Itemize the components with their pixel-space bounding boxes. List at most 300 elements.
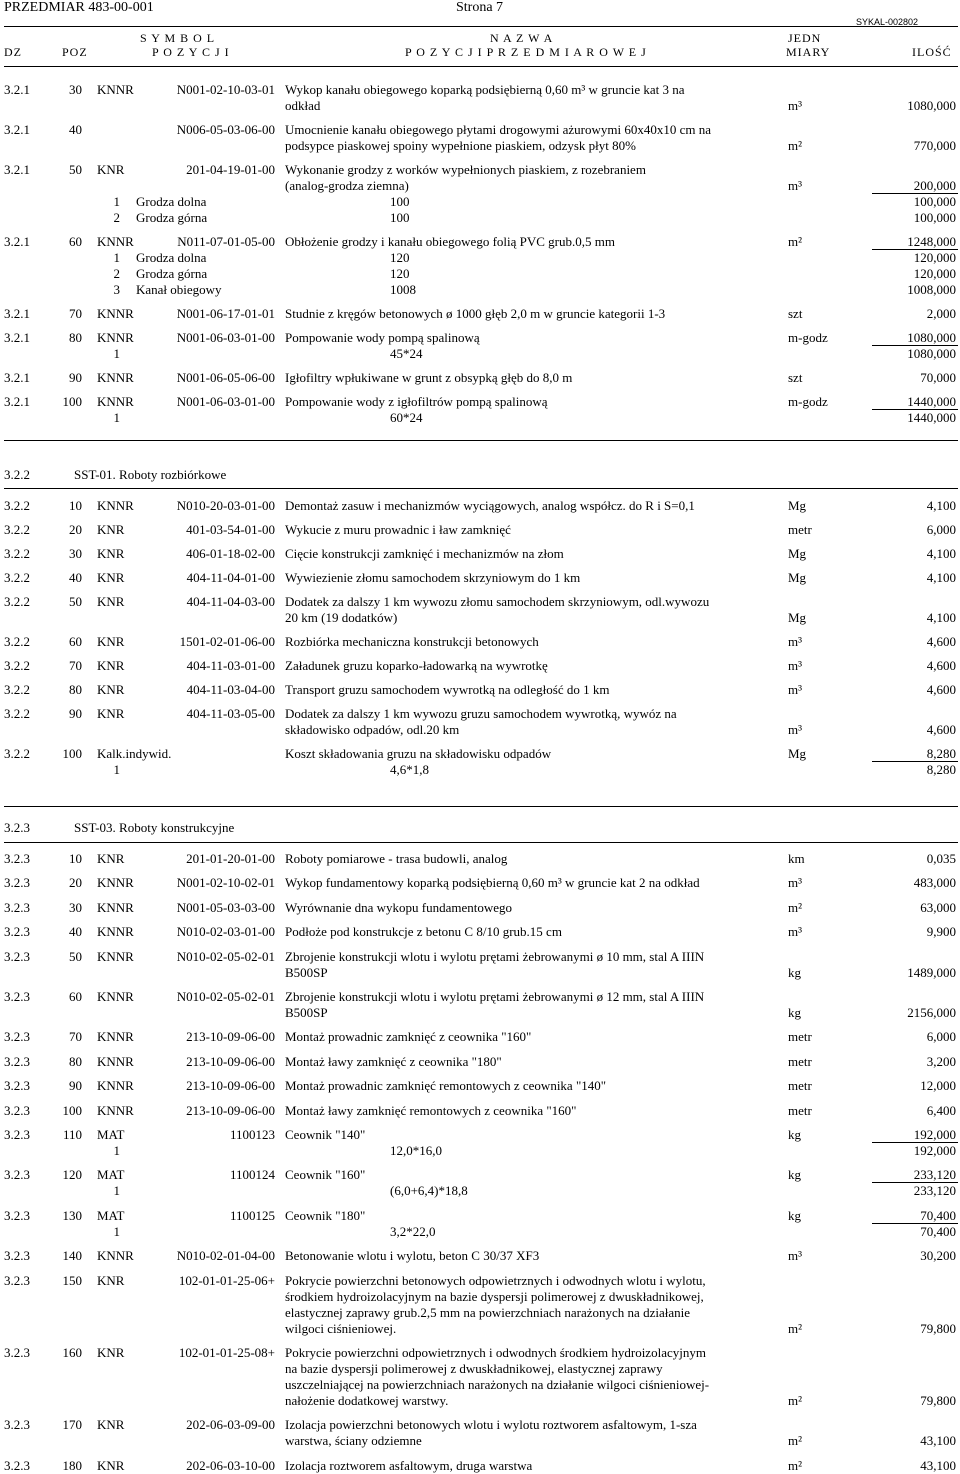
row-code: N010-02-05-02-01	[176, 948, 275, 964]
subitem-value: 120,000	[913, 250, 956, 265]
subitem-expression: 120	[390, 250, 410, 265]
row-position: 90	[69, 706, 82, 721]
row-code: 404-11-04-03-00	[186, 594, 275, 609]
row-section: 3.2.2	[4, 634, 30, 649]
row-position: 50	[69, 594, 82, 609]
row-unit: m³	[788, 924, 803, 940]
row-quantity: 3,200	[926, 1053, 956, 1069]
row-unit: kg	[788, 1167, 801, 1183]
row-source: KNNR	[97, 1102, 134, 1118]
row-code: 404-11-03-01-00	[186, 658, 275, 673]
section-divider	[4, 806, 958, 807]
subitem-expression: 120	[390, 266, 410, 281]
subitem-value: 1440,000	[907, 410, 956, 425]
row-section: 3.2.2	[4, 746, 30, 761]
row-unit: m²	[788, 1457, 803, 1473]
subitem-value: 192,000	[913, 1143, 956, 1158]
row-section: 3.2.3	[4, 1248, 30, 1264]
row-code: 213-10-09-06-00	[186, 1053, 275, 1069]
row-source: KNNR	[97, 1248, 134, 1264]
row-position: 70	[69, 1029, 82, 1045]
subitem-expression: (6,0+6,4)*18,8	[390, 1183, 468, 1199]
row-section: 3.2.3	[4, 1167, 30, 1183]
row-position: 40	[69, 924, 82, 940]
row-quantity: 4,600	[926, 634, 956, 649]
document-title: PRZEDMIAR 483-00-001	[4, 0, 154, 15]
row-unit: Mg	[788, 610, 807, 625]
row-source: KNNR	[97, 306, 134, 321]
row-position: 40	[69, 570, 82, 585]
row-unit: kg	[788, 964, 801, 980]
row-description: odkład	[285, 98, 321, 113]
row-code: 406-01-18-02-00	[186, 546, 275, 561]
col-nazwa-line1: N A Z W A	[490, 31, 554, 45]
row-description: nałożenie dodatkowej warstwy.	[285, 1393, 449, 1408]
row-description: Montaż ławy zamknięć z ceownika "180"	[285, 1053, 502, 1069]
subitem-value: 1008,000	[907, 282, 956, 297]
row-code: N010-20-03-01-00	[176, 498, 275, 513]
row-source: KNNR	[97, 1078, 134, 1094]
row-description: Demontaż zasuw i mechanizmów wyciągowych, analog współcz. do R i S=0,1	[285, 498, 695, 513]
row-section: 3.2.1	[4, 306, 30, 321]
row-quantity: 1489,000	[907, 964, 956, 980]
row-section: 3.2.3	[4, 1417, 30, 1433]
subitem-expression: 1008	[390, 282, 416, 297]
row-code: N001-02-10-02-01	[176, 875, 275, 891]
section-divider	[4, 842, 958, 843]
col-ilosc: ILOŚĆ	[912, 45, 952, 59]
row-source: KNNR	[97, 394, 134, 409]
row-unit: Mg	[788, 498, 807, 513]
row-description: Wykop kanału obiegowego koparką podsiębierną 0,60 m³ w gruncie kat 3 na	[285, 82, 685, 97]
row-unit: metr	[788, 1029, 812, 1045]
row-description: Pompowanie wody z igłofiltrów pompą spalinową	[285, 394, 548, 409]
row-code: 213-10-09-06-00	[186, 1078, 275, 1094]
subitem-value: 1080,000	[907, 346, 956, 361]
row-description: Transport gruzu samochodem wywrotką na odległość do 1 km	[285, 682, 610, 697]
row-code: 202-06-03-10-00	[186, 1457, 275, 1473]
row-section: 3.2.3	[4, 1207, 30, 1223]
row-source: KNNR	[97, 82, 134, 97]
row-section: 3.2.3	[4, 948, 30, 964]
subitem-expression: 45*24	[390, 346, 423, 361]
row-description: Wywiezienie złomu samochodem skrzyniowym do 1 km	[285, 570, 581, 585]
row-quantity: 4,600	[926, 658, 956, 673]
row-unit: m³	[788, 634, 803, 649]
row-quantity: 4,100	[926, 498, 956, 513]
row-description: Podłoże pod konstrukcje z betonu C 8/10 grub.15 cm	[285, 924, 562, 940]
row-quantity: 233,120	[913, 1167, 956, 1183]
row-section: 3.2.3	[4, 1127, 30, 1142]
row-quantity: 6,000	[926, 522, 956, 537]
row-code: 1100124	[229, 1167, 275, 1183]
row-unit: szt	[788, 370, 803, 385]
row-position: 100	[62, 394, 82, 409]
row-position: 180	[62, 1457, 82, 1473]
col-poz: POZ	[62, 45, 88, 59]
row-description: Dodatek za dalszy 1 km wywozu gruzu samochodem wywrotką, wywóz na	[285, 706, 677, 721]
row-quantity: 6,400	[926, 1102, 956, 1118]
row-code: 404-11-04-01-00	[186, 570, 275, 585]
row-section: 3.2.3	[4, 1345, 30, 1360]
row-code: 213-10-09-06-00	[186, 1029, 275, 1045]
row-source: KNR	[97, 706, 125, 721]
row-unit: kg	[788, 1127, 801, 1142]
row-position: 130	[62, 1207, 82, 1223]
row-quantity: 6,000	[926, 1029, 956, 1045]
subitem-expression: 4,6*1,8	[390, 762, 429, 777]
row-section: 3.2.3	[4, 1029, 30, 1045]
row-description: Montaż ławy zamknięć remontowych z ceownika "160"	[285, 1102, 577, 1118]
subitem-number: 1	[113, 1183, 120, 1199]
row-source: KNR	[97, 1457, 125, 1473]
row-unit: m-godz	[788, 330, 828, 345]
row-unit: szt	[788, 306, 803, 321]
row-quantity: 79,800	[920, 1320, 956, 1336]
subitem-value: 233,120	[913, 1183, 956, 1199]
row-unit: m³	[788, 658, 803, 673]
row-description: Roboty pomiarowe - trasa budowli, analog	[285, 851, 508, 866]
row-unit: metr	[788, 1053, 812, 1069]
row-quantity: 9,900	[926, 924, 956, 940]
row-quantity: 4,100	[926, 546, 956, 561]
row-description: Zbrojenie konstrukcji wlotu i wylotu prętami żebrowanymi ø 10 mm, stal A IIIN	[285, 948, 705, 964]
row-section: 3.2.3	[4, 1078, 30, 1094]
row-description: Rozbiórka mechaniczna konstrukcji betonowych	[285, 634, 539, 649]
row-source: KNR	[97, 1272, 125, 1288]
row-description: Izolacja roztworem asfaltowym, druga warstwa	[285, 1457, 533, 1473]
row-position: 60	[69, 989, 82, 1004]
row-source: KNR	[97, 522, 125, 537]
row-code: 102-01-01-25-06+	[178, 1272, 275, 1288]
row-quantity: 192,000	[913, 1127, 956, 1142]
row-source: KNNR	[97, 498, 134, 513]
row-source: KNR	[97, 634, 125, 649]
row-source: KNR	[97, 546, 125, 561]
row-unit: metr	[788, 1102, 812, 1118]
row-description: Pokrycie powierzchni odpowietrznych i odwodnych środkiem hydroizolacyjnym	[285, 1345, 706, 1360]
row-quantity: 2156,000	[907, 1005, 956, 1020]
row-code: N001-06-05-06-00	[176, 370, 275, 385]
subitem-value: 70,400	[920, 1223, 956, 1239]
page-number: Strona 7	[456, 0, 504, 15]
subitem-name: Kanał obiegowy	[136, 282, 222, 297]
subitem-expression: 100	[390, 210, 410, 225]
row-description: Umocnienie kanału obiegowego płytami drogowymi ażurowymi 60x40x10 cm na	[285, 122, 712, 137]
section-divider	[4, 440, 958, 441]
row-position: 160	[62, 1345, 82, 1360]
row-source: KNNR	[97, 330, 134, 345]
row-code: N011-07-01-05-00	[177, 234, 275, 249]
row-source: MAT	[97, 1207, 125, 1223]
row-description: składowisko odpadów, odl.20 km	[285, 722, 460, 737]
subitem-number: 2	[113, 210, 120, 225]
row-section: 3.2.3	[4, 989, 30, 1004]
header-bottom-divider	[4, 66, 958, 67]
row-description: Pompowanie wody pompą spalinową	[285, 330, 480, 345]
row-position: 110	[62, 1127, 82, 1142]
row-position: 80	[69, 1053, 82, 1069]
row-description: Załadunek gruzu koparko-ładowarką na wywrotkę	[285, 658, 548, 673]
row-code: N001-06-03-01-00	[176, 330, 275, 345]
row-position: 70	[69, 306, 82, 321]
subitem-value: 100,000	[913, 210, 956, 225]
row-unit: m²	[788, 1433, 803, 1449]
row-source: KNNR	[97, 989, 134, 1004]
row-position: 20	[69, 875, 82, 891]
row-code: 404-11-03-04-00	[186, 682, 275, 697]
row-quantity: 12,000	[920, 1078, 956, 1094]
subitem-expression: 100	[390, 194, 410, 209]
subitem-number: 1	[113, 1223, 120, 1239]
row-description: wilgoci ciśnieniowej.	[285, 1320, 397, 1336]
subitem-number: 1	[113, 1143, 120, 1158]
row-section: 3.2.1	[4, 162, 30, 177]
row-section: 3.2.2	[4, 682, 30, 697]
row-quantity: 2,000	[926, 306, 956, 321]
row-description: (analog-grodza ziemna)	[285, 178, 409, 193]
row-unit: m³	[788, 722, 803, 737]
row-source: KNR	[97, 1417, 125, 1433]
row-quantity: 1440,000	[907, 394, 956, 409]
row-code: 201-04-19-01-00	[186, 162, 275, 177]
row-unit: Mg	[788, 546, 807, 561]
row-quantity: 770,000	[913, 138, 956, 153]
row-quantity: 79,800	[920, 1393, 956, 1408]
col-jedn-line1: JEDN	[788, 31, 822, 45]
row-quantity: 200,000	[913, 178, 956, 193]
row-description: elastycznej zaprawy grub.2,5 mm na powierzchniach narażonych na działanie	[285, 1304, 690, 1320]
row-quantity: 30,200	[920, 1248, 956, 1264]
document-code: SYKAL-002802	[856, 17, 919, 27]
row-section: 3.2.1	[4, 370, 30, 385]
row-quantity: 8,280	[926, 746, 956, 761]
row-description: Obłożenie grodzy i kanału obiegowego folią PVC grub.0,5 mm	[285, 234, 615, 249]
row-description: Wykucie z muru prowadnic i ław zamknięć	[285, 522, 511, 537]
col-symbol-line2: P O Z Y C J I	[152, 45, 230, 59]
row-section: 3.2.1	[4, 82, 30, 97]
col-dz: DZ	[4, 45, 22, 59]
subitem-expression: 3,2*22,0	[390, 1223, 436, 1239]
row-source: KNR	[97, 851, 125, 866]
section-number: 3.2.2	[4, 467, 30, 482]
row-description: Ceownik "140"	[285, 1127, 366, 1142]
row-unit: metr	[788, 522, 812, 537]
row-unit: m³	[788, 682, 803, 697]
row-code: 102-01-01-25-08+	[178, 1345, 275, 1360]
row-quantity: 63,000	[920, 899, 956, 915]
row-quantity: 43,100	[920, 1433, 956, 1449]
row-code: N001-06-03-01-00	[176, 394, 275, 409]
row-unit: km	[788, 851, 805, 866]
row-position: 60	[69, 634, 82, 649]
row-section: 3.2.3	[4, 851, 30, 866]
row-unit: kg	[788, 1207, 801, 1223]
row-source: KNNR	[97, 924, 134, 940]
row-section: 3.2.2	[4, 522, 30, 537]
row-description: uszczelniającej na powierzchniach narażonych na działanie wilgoci ciśnieniowej-	[285, 1377, 710, 1392]
subitem-number: 2	[113, 266, 120, 281]
row-position: 90	[69, 1078, 82, 1094]
subitem-name: Grodza górna	[136, 210, 208, 225]
row-position: 100	[62, 746, 82, 761]
col-symbol-line1: S Y M B O L	[140, 31, 216, 45]
row-unit: kg	[788, 1005, 801, 1020]
row-position: 80	[69, 330, 82, 345]
row-code: 401-03-54-01-00	[186, 522, 275, 537]
row-position: 170	[62, 1417, 82, 1433]
row-code: N010-02-05-02-01	[176, 989, 275, 1004]
subitem-value: 8,280	[926, 762, 956, 777]
row-position: 10	[69, 851, 82, 866]
row-position: 50	[69, 948, 82, 964]
row-source: KNNR	[97, 1053, 134, 1069]
row-position: 90	[69, 370, 82, 385]
row-unit: m²	[788, 234, 803, 249]
row-quantity: 4,600	[926, 722, 956, 737]
row-quantity: 70,000	[920, 370, 956, 385]
row-section: 3.2.3	[4, 1102, 30, 1118]
row-source: Kalk.indywid.	[97, 746, 172, 761]
row-section: 3.2.3	[4, 1053, 30, 1069]
row-unit: m³	[788, 98, 803, 113]
row-unit: m-godz	[788, 394, 828, 409]
row-unit: metr	[788, 1078, 812, 1094]
row-description: B500SP	[285, 964, 328, 980]
subitem-number: 1	[113, 762, 120, 777]
row-quantity: 0,035	[926, 851, 956, 866]
row-section: 3.2.2	[4, 658, 30, 673]
row-unit: m²	[788, 1393, 803, 1408]
row-quantity: 70,400	[920, 1207, 956, 1223]
row-description: Igłofiltry wpłukiwane w grunt z obsypką głęb do 8,0 m	[285, 370, 573, 385]
row-description: warstwa, ściany odziemne	[285, 1433, 422, 1449]
row-code: N010-02-01-04-00	[176, 1248, 275, 1264]
row-unit: m²	[788, 899, 803, 915]
row-description: Izolacja powierzchni betonowych wlotu i wylotu roztworem asfaltowym, 1-sza	[285, 1417, 697, 1433]
row-position: 150	[62, 1272, 82, 1288]
subitem-name: Grodza górna	[136, 266, 208, 281]
row-section: 3.2.1	[4, 330, 30, 345]
row-code: 1100125	[229, 1207, 275, 1223]
row-code: 213-10-09-06-00	[186, 1102, 275, 1118]
row-unit: m²	[788, 138, 803, 153]
row-quantity: 4,600	[926, 682, 956, 697]
subitem-number: 1	[113, 410, 120, 425]
subitem-name: Grodza dolna	[136, 194, 207, 209]
row-source: MAT	[97, 1167, 125, 1183]
subitem-number: 1	[113, 250, 120, 265]
row-section: 3.2.2	[4, 546, 30, 561]
row-section: 3.2.2	[4, 570, 30, 585]
row-quantity: 1080,000	[907, 98, 956, 113]
row-code: N010-02-03-01-00	[176, 924, 275, 940]
row-unit: m³	[788, 178, 803, 193]
row-unit: m³	[788, 1248, 803, 1264]
row-description: Cięcie konstrukcji zamknięć i mechanizmów na złom	[285, 546, 564, 561]
row-source: KNNR	[97, 234, 134, 249]
subitem-number: 1	[113, 346, 120, 361]
row-description: B500SP	[285, 1005, 328, 1020]
row-quantity: 43,100	[920, 1457, 956, 1473]
row-code: 1501-02-01-06-00	[179, 634, 275, 649]
row-section: 3.2.2	[4, 594, 30, 609]
row-position: 30	[69, 82, 82, 97]
row-source: KNR	[97, 1345, 125, 1360]
row-source: KNR	[97, 682, 125, 697]
row-description: Montaż prowadnic zamknięć remontowych z ceownika "140"	[285, 1078, 607, 1094]
row-description: Koszt składowania gruzu na składowisku odpadów	[285, 746, 552, 761]
row-description: Ceownik "180"	[285, 1207, 366, 1223]
row-section: 3.2.3	[4, 875, 30, 891]
row-code: 1100123	[229, 1127, 275, 1142]
row-description: Montaż prowadnic zamknięć z ceownika "160"	[285, 1029, 532, 1045]
row-description: Pokrycie powierzchni betonowych odpowietrznych i odwodnych wlotu i wylotu,	[285, 1272, 706, 1288]
row-position: 100	[62, 1102, 82, 1118]
col-jedn-line2: MIARY	[786, 45, 831, 59]
section-title: SST-03. Roboty konstrukcyjne	[74, 820, 235, 835]
row-description: podsypce piaskowej spoiny wypełnione piaskiem, odzysk płyt 80%	[285, 138, 636, 153]
row-section: 3.2.3	[4, 924, 30, 940]
row-description: środkiem hydroizolacyjnym na bazie dyspersji polimerowej z dwuskładnikowej,	[285, 1288, 704, 1304]
row-section: 3.2.2	[4, 706, 30, 721]
row-code: N001-02-10-03-01	[176, 82, 275, 97]
row-section: 3.2.1	[4, 122, 30, 137]
row-source: KNR	[97, 658, 125, 673]
row-section: 3.2.3	[4, 1272, 30, 1288]
row-position: 10	[69, 498, 82, 513]
row-quantity: 4,100	[926, 610, 956, 625]
subitem-expression: 12,0*16,0	[390, 1143, 442, 1158]
row-source: KNNR	[97, 899, 134, 915]
row-description: Zbrojenie konstrukcji wlotu i wylotu prętami żebrowanymi ø 12 mm, stal A IIIN	[285, 989, 705, 1004]
row-description: Studnie z kręgów betonowych ø 1000 głęb 2,0 m w gruncie kategorii 1-3	[285, 306, 666, 321]
row-source: KNNR	[97, 948, 134, 964]
row-source: KNR	[97, 594, 125, 609]
row-section: 3.2.3	[4, 1457, 30, 1473]
row-quantity: 1248,000	[907, 234, 956, 249]
row-quantity: 483,000	[913, 875, 956, 891]
row-section: 3.2.2	[4, 498, 30, 513]
row-position: 50	[69, 162, 82, 177]
row-unit: Mg	[788, 746, 807, 761]
row-code: N006-05-03-06-00	[176, 122, 275, 137]
row-code: N001-06-17-01-01	[176, 306, 275, 321]
row-description: 20 km (19 dodatków)	[285, 610, 398, 625]
section-title: SST-01. Roboty rozbiórkowe	[74, 467, 227, 482]
row-section: 3.2.1	[4, 234, 30, 249]
row-position: 60	[69, 234, 82, 249]
row-unit: m³	[788, 875, 803, 891]
header-divider	[4, 26, 958, 27]
section-number: 3.2.3	[4, 820, 30, 835]
row-position: 40	[69, 122, 82, 137]
row-code: N001-05-03-03-00	[176, 899, 275, 915]
row-source: MAT	[97, 1127, 125, 1142]
row-code: 201-01-20-01-00	[186, 851, 275, 866]
row-quantity: 1080,000	[907, 330, 956, 345]
row-position: 70	[69, 658, 82, 673]
row-source: KNR	[97, 162, 125, 177]
row-source: KNNR	[97, 370, 134, 385]
row-position: 80	[69, 682, 82, 697]
row-source: KNNR	[97, 1029, 134, 1045]
section-divider	[4, 488, 958, 489]
row-description: Wykonanie grodzy z worków wypełnionych piaskiem, z rozebraniem	[285, 162, 646, 177]
row-description: Ceownik "160"	[285, 1167, 366, 1183]
subitem-number: 1	[113, 194, 120, 209]
row-position: 30	[69, 899, 82, 915]
